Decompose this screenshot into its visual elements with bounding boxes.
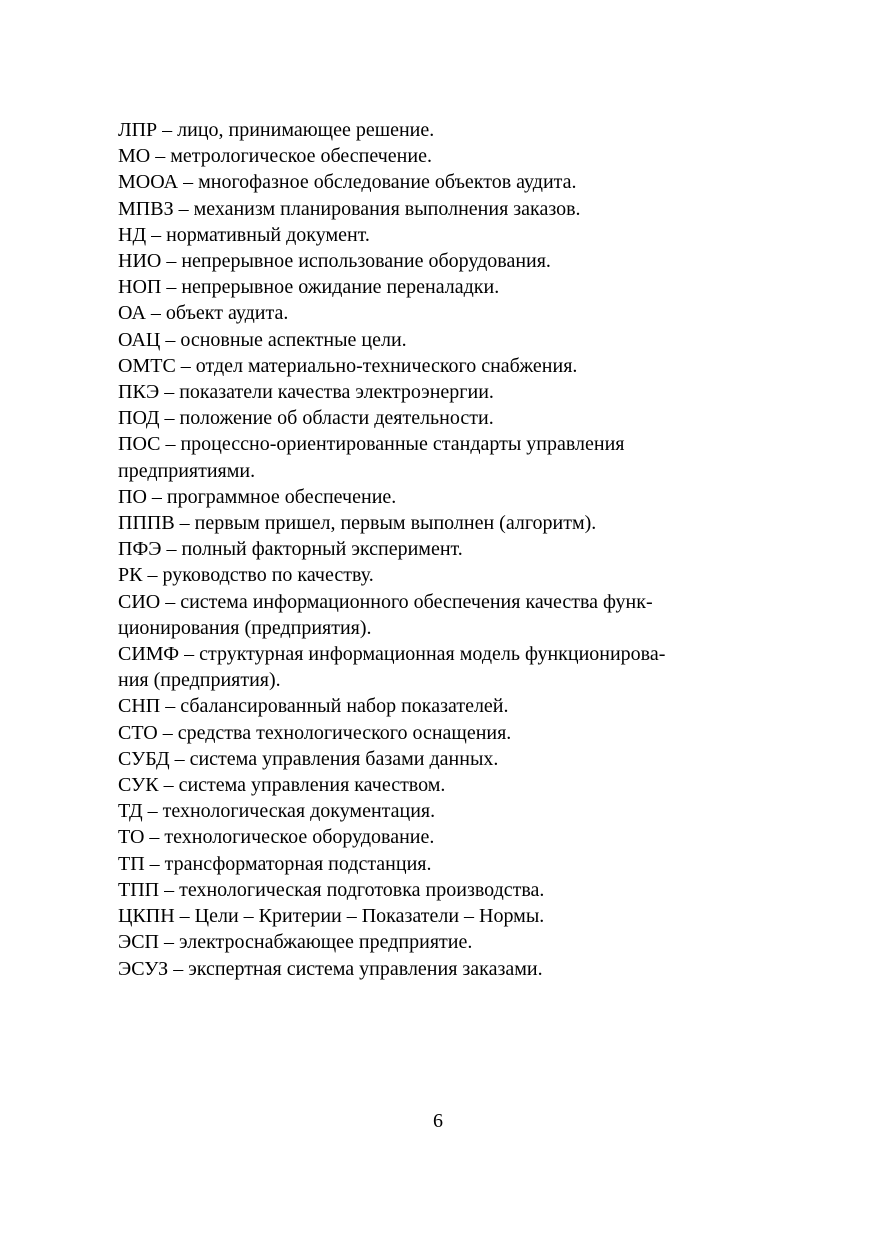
abbreviation-entry: ПОС – процессно-ориентированные стандарты управления предприятиями. xyxy=(118,433,625,482)
abbreviation-entry: ПФЭ – полный факторный эксперимент. xyxy=(118,538,463,561)
abbreviation-entry: СУК – система управления качеством. xyxy=(118,774,446,797)
abbreviation-entry: ОАЦ – основные аспектные цели. xyxy=(118,328,407,351)
abbreviation-entry: МПВЗ – механизм планирования выполнения заказов. xyxy=(118,197,581,220)
abbreviation-entry: МООА – многофазное обследование объектов аудита. xyxy=(118,171,577,194)
abbreviation-entry: НОП – непрерывное ожидание переналадки. xyxy=(118,276,500,299)
abbreviation-entry: ТД – технологическая документация. xyxy=(118,800,436,823)
abbreviation-entry: СНП – сбалансированный набор показателей. xyxy=(118,695,509,718)
abbreviation-entry: НД – нормативный документ. xyxy=(118,223,370,246)
abbreviation-entry: ОМТС – отдел материально-технического снабжения. xyxy=(118,354,578,377)
abbreviation-entry: ПОД – положение об области деятельности. xyxy=(118,407,494,430)
abbreviation-list xyxy=(118,117,756,982)
abbreviation-entry: НИО – непрерывное использование оборудования. xyxy=(118,250,551,273)
abbreviation-entry: ЦКПН – Цели – Критерии – Показатели – Нормы. xyxy=(118,905,545,928)
abbreviation-entry: СИО – система информационного обеспечения качества функ- ционирования (предприятия). xyxy=(118,590,653,639)
abbreviation-entry: ПКЭ – показатели качества электроэнергии. xyxy=(118,381,494,404)
abbreviation-entry: ТПП – технологическая подготовка производства. xyxy=(118,878,545,901)
abbreviation-entry: МО – метрологическое обеспечение. xyxy=(118,145,432,168)
abbreviation-entry: ОА – объект аудита. xyxy=(118,302,289,325)
abbreviation-entry: СТО – средства технологического оснащения. xyxy=(118,721,512,744)
page-number: 6 xyxy=(433,1110,443,1132)
abbreviation-entry: СУБД – система управления базами данных. xyxy=(118,747,499,770)
abbreviation-entry: ПППВ – первым пришел, первым выполнен (алгоритм). xyxy=(118,512,597,535)
abbreviation-entry: ЭСУЗ – экспертная система управления заказами. xyxy=(118,957,543,980)
abbreviation-entry: ЭСП – электроснабжающее предприятие. xyxy=(118,931,473,954)
abbreviation-entry: СИМФ – структурная информационная модель функционирова- ния (предприятия). xyxy=(118,643,666,692)
abbreviation-entry: ТО – технологическое оборудование. xyxy=(118,826,435,849)
abbreviation-entry: ТП – трансформаторная подстанция. xyxy=(118,852,432,875)
abbreviation-entry: ПО – программное обеспечение. xyxy=(118,485,397,508)
abbreviation-entry: ЛПР – лицо, принимающее решение. xyxy=(118,119,435,141)
abbreviation-entry: РК – руководство по качеству. xyxy=(118,564,374,587)
